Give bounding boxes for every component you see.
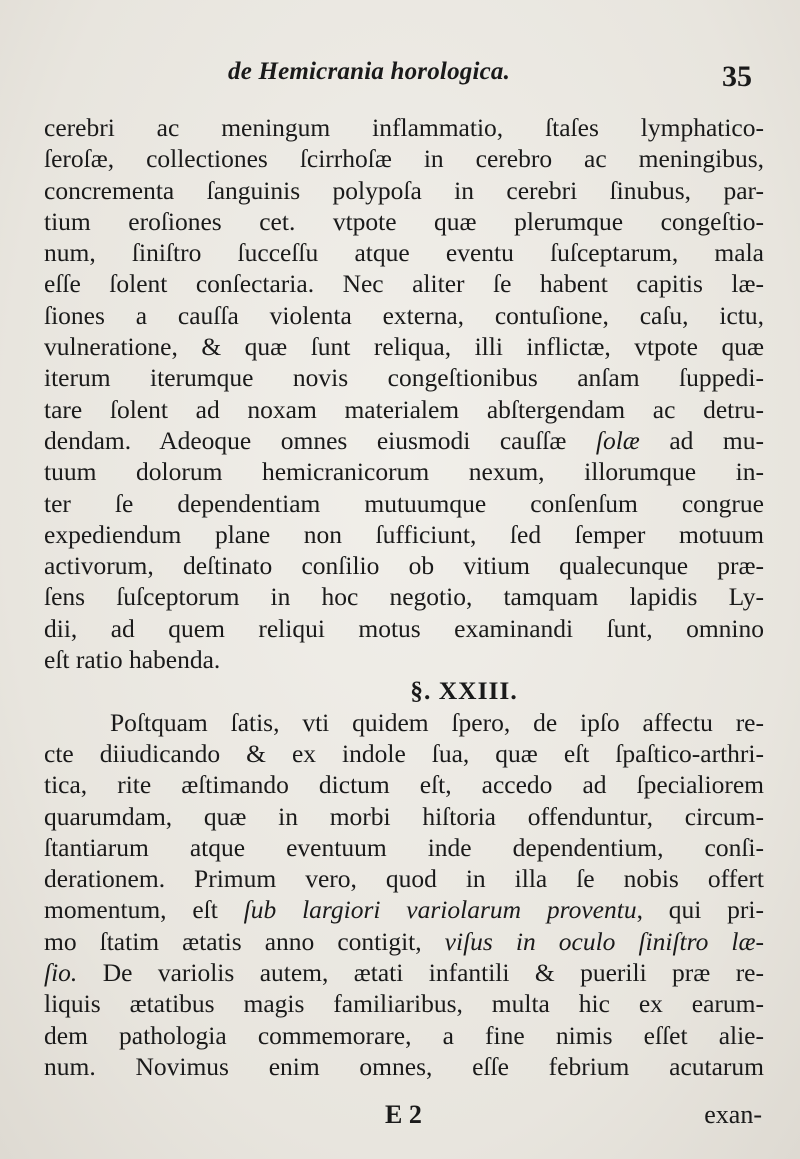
text-line: cte diiudicando & ex indole ſua, quæ eſt ſpaſtico-arthri-: [44, 738, 764, 768]
text-line: expediendum plane non ſufficiunt, ſed ſemper motuum: [44, 519, 764, 549]
running-head: [0, 58, 800, 92]
catchword: exan-: [704, 1100, 762, 1129]
text-line: liquis ætatibus magis familiaribus, multa hic ex earum-: [44, 989, 764, 1019]
text-line: quarumdam, quæ in morbi hiſtoria offenduntur, circum-: [44, 801, 764, 831]
italic-run: ſio.: [44, 958, 78, 988]
text-line: dii, ad quem reliqui motus examinandi ſunt, omnino: [44, 613, 764, 643]
body-text: [44, 112, 764, 1082]
text-line: ſtantiarum atque eventuum inde dependentium, conſi-: [44, 832, 764, 862]
text-run: ad mu-: [639, 425, 764, 455]
running-title: de Hemicrania horologica.: [228, 58, 511, 85]
text-line: Poſtquam ſatis, vti quidem ſpero, de ipſo affectu re-: [110, 707, 764, 737]
text-line: vulneratione, & quæ ſunt reliqua, illi inflictæ, vtpote quæ: [44, 332, 764, 362]
text-line: activorum, deſtinato conſilio ob vitium qualecunque præ-: [44, 551, 764, 581]
text-line: num. Novimus enim omnes, eſſe febrium acutarum: [44, 1051, 764, 1081]
text-line: dem pathologia commemorare, a fine nimis eſſet alie-: [44, 1020, 764, 1050]
section-heading: §. XXIII.: [410, 676, 518, 706]
text-line: tica, rite æſtimando dictum eſt, accedo ad ſpecialiorem: [44, 770, 764, 800]
text-line: ter ſe dependentiam mutuumque conſenſum congrue: [44, 488, 764, 518]
signature-mark: E 2: [385, 1100, 422, 1129]
italic-run: viſus in oculo ſiniſtro læ-: [444, 926, 764, 956]
text-line: ſeroſæ, collectiones ſcirrhoſæ in cerebro ac meningibus,: [44, 144, 764, 174]
text-line: num, ſiniſtro ſucceſſu atque eventu ſuſceptarum, mala: [44, 238, 764, 268]
page-number: 35: [722, 60, 752, 93]
text-line: eſt ratio habenda.: [44, 645, 221, 675]
text-line: [44, 957, 764, 988]
text-line: iterum iterumque novis congeſtionibus anſam ſuppedi-: [44, 363, 764, 393]
text-run: mo ſtatim ætatis anno contigit,: [44, 926, 445, 956]
text-line: [44, 894, 764, 925]
text-run: momentum, eſt: [44, 895, 244, 925]
text-run: dendam. Adeoque omnes eiusmodi cauſſæ: [44, 425, 596, 455]
text-line: ſens ſuſceptorum in hoc negotio, tamquam lapidis Ly-: [44, 582, 764, 612]
italic-run: ſub largiori variolarum proventu: [243, 895, 637, 925]
text-line: concrementa ſanguinis polypoſa in cerebri ſinubus, par-: [44, 175, 764, 205]
text-line: [44, 425, 764, 456]
text-line: tuum dolorum hemicranicorum nexum, illorumque in-: [44, 457, 764, 487]
text-line: tare ſolent ad noxam materialem abſtergendam ac detru-: [44, 394, 764, 424]
text-line: tium eroſiones cet. vtpote quæ plerumque congeſtio-: [44, 206, 764, 236]
text-line: derationem. Primum vero, quod in illa ſe nobis offert: [44, 864, 764, 894]
text-run: De variolis autem, ætati infantili & puerili præ re-: [77, 958, 764, 988]
italic-run: ſolæ: [595, 425, 640, 455]
page-footer: [0, 1100, 800, 1136]
text-line: [44, 926, 764, 957]
text-line: ſiones a cauſſa violenta externa, contuſione, caſu, ictu,: [44, 300, 764, 330]
text-line: eſſe ſolent conſectaria. Nec aliter ſe habent capitis læ-: [44, 269, 764, 299]
text-run: , qui pri-: [636, 895, 764, 925]
text-line: cerebri ac meningum inflammatio, ſtaſes lymphatico-: [44, 113, 764, 142]
